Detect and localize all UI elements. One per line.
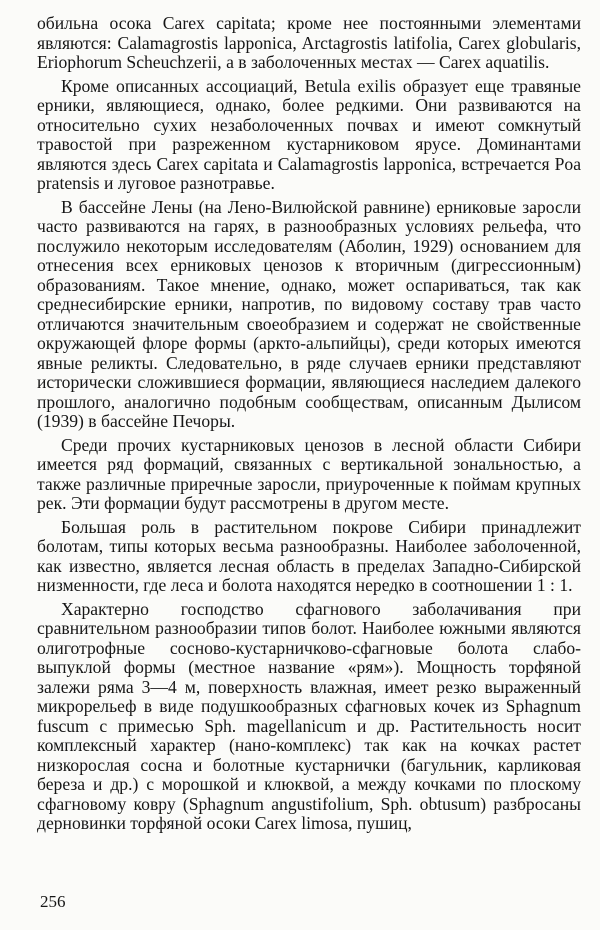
paragraph-3: В бассейне Лены (на Лено-Вилюйской равнине) ерниковые заросли часто развиваются на гарях, в разнообразных условиях рельефа, что послужило некоторым исследователям (Аболин, 1929) основанием для отнесения всех ерниковых ценозов к вторичным (дигрессионным) образованиям. Такое мнение, однако, может оспариваться, так как среднесибирские ерники, напротив, по видовому составу трав часто отличаются значительным своеобразием и содержат не свойственные окружающей флоре формы (аркто-альпийцы), среди которых имеются явные реликты. Следовательно, в ряде случаев ерники представляют исторически сложившиеся формации, являющиеся наследием далекого прошлого, аналогично подобным сообществам, описанным Дылисом (1939) в бассейне Печоры.	[37, 196, 581, 431]
page-text	[37, 14, 581, 834]
page-number: 256	[40, 892, 66, 911]
paragraph-5: Большая роль в растительном покрове Сибири принадлежит болотам, типы которых весьма разнообразны. Наиболее заболоченной, как известно, является лесная область в пределах Западно-Сибирской низменности, где леса и болота находятся нередко в соотношении 1 : 1.	[37, 516, 581, 595]
paragraph-6: Характерно господство сфагнового заболачивания при сравнительном разнообразии типов болот. Наиболее южными являются олиготрофные сосново-кустарничково-сфагновые болота слабо-выпуклой формы (местное название «рям»). Мощность торфяной залежи ряма 3—4 м, поверхность влажная, имеет резко выраженный микрорельеф в виде подушкообразных сфагновых кочек из Sphagnum fuscum с примесью Sph. magellanicum и др. Растительность носит комплексный характер (нано-комплекс) так как на кочках растет низкорослая сосна и болотные кустарнички (багульник, карликовая береза и др.) с морошкой и клюквой, а между кочками по плоскому сфагновому ковру (Sphagnum angustifolium, Sph. obtusum) разбросаны дерновинки торфяной осоки Carex limosa, пушиц,	[37, 598, 581, 833]
paragraph-1: обильна осока Carex capitata; кроме нее постоянными элементами являются: Calamagrostis lapponica, Arctagrostis latifolia, Carex globularis, Eriophorum Scheuchzerii, а в заболоченных местах — Carex aquatilis.	[37, 13, 581, 72]
paragraph-2: Кроме описанных ассоциаций, Betula exilis образует еще травяные ерники, являющиеся, однако, более редкими. Они развиваются на относительно сухих незаболоченных почвах и имеют сомкнутый травостой при разреженном кустарниковом ярусе. Доминантами являются здесь Carex capitata и Calamagrostis lapponica, встречается Poa pratensis и луговое разнотравье.	[37, 75, 581, 193]
paragraph-4: Среди прочих кустарниковых ценозов в лесной области Сибири имеется ряд формаций, связанных с вертикальной зональностью, а также различные приречные заросли, приуроченные к поймам крупных рек. Эти формации будут рассмотрены в другом месте.	[37, 434, 581, 513]
